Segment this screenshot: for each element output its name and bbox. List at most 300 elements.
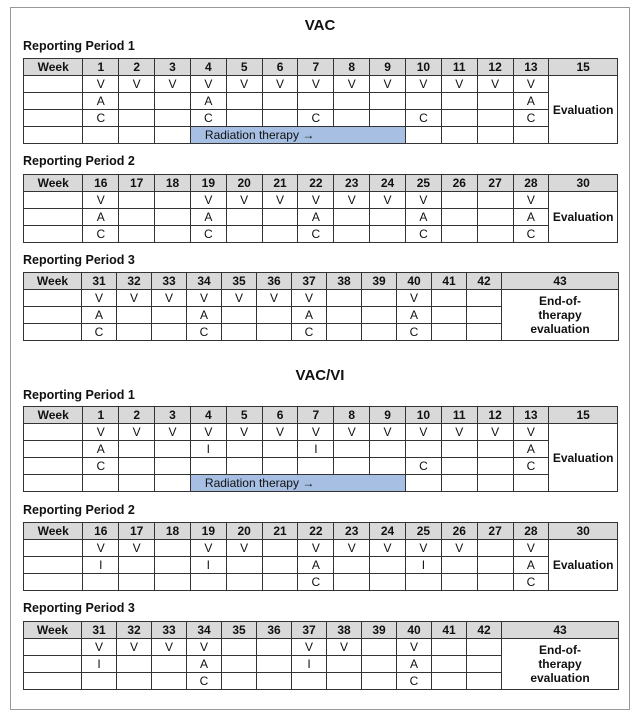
row-label-cell [24, 226, 83, 243]
dose-cell: V [262, 192, 298, 209]
dose-cell [441, 192, 477, 209]
week-number: 42 [467, 273, 502, 290]
dose-cell: A [83, 93, 119, 110]
dose-cell [370, 557, 406, 574]
dose-cell [477, 93, 513, 110]
dose-cell: A [187, 656, 222, 673]
dose-cell: V [334, 540, 370, 557]
row-label-cell [24, 574, 83, 591]
dose-cell [222, 324, 257, 341]
dose-cell [441, 226, 477, 243]
dose-cell: V [83, 192, 119, 209]
dose-cell: V [370, 76, 406, 93]
week-number: 16 [83, 175, 119, 192]
dose-cell [262, 110, 298, 127]
reporting-period-label: Reporting Period 1 [23, 388, 135, 402]
dose-cell [190, 458, 226, 475]
row-label-cell [24, 93, 83, 110]
dose-cell: V [83, 540, 119, 557]
dose-cell [117, 324, 152, 341]
row-label-cell [24, 540, 83, 557]
dose-cell: V [298, 76, 334, 93]
week-number: 8 [334, 59, 370, 76]
week-number: 33 [152, 273, 187, 290]
dose-cell [83, 574, 119, 591]
week-number: 20 [226, 523, 262, 540]
week-number: 11 [441, 407, 477, 424]
dose-cell: V [441, 540, 477, 557]
dose-cell [155, 574, 191, 591]
dose-cell: C [513, 574, 549, 591]
dose-cell: A [513, 209, 549, 226]
dose-cell [441, 557, 477, 574]
dose-cell [370, 226, 406, 243]
dose-cell [119, 226, 155, 243]
dose-cell: I [292, 656, 327, 673]
dose-cell [327, 656, 362, 673]
dose-cell [370, 209, 406, 226]
header-row [24, 622, 619, 639]
dose-cell: A [83, 441, 119, 458]
dose-cell [257, 307, 292, 324]
dose-cell [117, 307, 152, 324]
dose-cell [155, 458, 191, 475]
dose-cell [226, 226, 262, 243]
week-number: 19 [190, 523, 226, 540]
row-label-cell [24, 656, 82, 673]
dose-cell [467, 307, 502, 324]
reporting-period-label: Reporting Period 1 [23, 39, 135, 53]
schedule-table [23, 58, 618, 144]
dose-cell: C [292, 324, 327, 341]
dose-cell [152, 673, 187, 690]
week-number: 23 [334, 523, 370, 540]
row-label-cell [24, 475, 83, 492]
dose-cell [82, 673, 117, 690]
empty-cell [513, 127, 549, 144]
row-label-cell [24, 458, 83, 475]
week-number: 26 [441, 523, 477, 540]
week-header: Week [24, 175, 83, 192]
final-week-header: 15 [549, 407, 618, 424]
dose-cell [477, 226, 513, 243]
dose-cell: V [513, 424, 549, 441]
dose-cell: V [190, 540, 226, 557]
dose-cell [405, 574, 441, 591]
dose-cell [155, 110, 191, 127]
dose-cell: C [298, 110, 334, 127]
reporting-period-label: Reporting Period 3 [23, 601, 135, 615]
reporting-period-label: Reporting Period 2 [23, 503, 135, 517]
empty-cell [477, 475, 513, 492]
week-number: 39 [362, 622, 397, 639]
dose-cell: V [117, 639, 152, 656]
week-number: 36 [257, 273, 292, 290]
dose-cell [298, 458, 334, 475]
week-number: 9 [370, 407, 406, 424]
dose-cell: V [226, 76, 262, 93]
schedule-table [23, 406, 618, 492]
dose-cell: V [82, 639, 117, 656]
dose-cell: C [513, 110, 549, 127]
dose-cell [117, 656, 152, 673]
week-number: 1 [83, 407, 119, 424]
dose-cell [262, 540, 298, 557]
dose-cell: V [119, 540, 155, 557]
dose-cell: C [187, 673, 222, 690]
week-number: 10 [405, 59, 441, 76]
dose-cell [441, 574, 477, 591]
reporting-period-label: Reporting Period 2 [23, 154, 135, 168]
empty-cell [83, 127, 119, 144]
dose-cell [226, 458, 262, 475]
dose-cell [119, 192, 155, 209]
empty-cell [441, 127, 477, 144]
week-number: 28 [513, 523, 549, 540]
week-number: 3 [155, 407, 191, 424]
dose-cell [262, 557, 298, 574]
dose-cell [477, 540, 513, 557]
week-number: 40 [397, 622, 432, 639]
empty-cell [405, 127, 441, 144]
dose-cell: V [405, 424, 441, 441]
week-number: 33 [152, 622, 187, 639]
week-number: 4 [190, 407, 226, 424]
dose-cell: V [513, 76, 549, 93]
row-label-cell [24, 76, 83, 93]
dose-cell [257, 673, 292, 690]
dose-cell: V [397, 290, 432, 307]
dose-cell: C [513, 458, 549, 475]
drug-row [24, 441, 618, 458]
dose-cell [467, 673, 502, 690]
dose-cell [441, 93, 477, 110]
week-number: 26 [441, 175, 477, 192]
dose-cell [226, 110, 262, 127]
week-number: 17 [119, 175, 155, 192]
dose-cell [432, 307, 467, 324]
dose-cell [327, 307, 362, 324]
dose-cell [155, 226, 191, 243]
dose-cell: C [405, 110, 441, 127]
week-number: 24 [370, 175, 406, 192]
drug-row [24, 209, 618, 226]
week-number: 6 [262, 59, 298, 76]
header-row [24, 59, 618, 76]
dose-cell: C [298, 226, 334, 243]
dose-cell: C [405, 226, 441, 243]
dose-cell: V [370, 540, 406, 557]
dose-cell: V [370, 424, 406, 441]
header-row [24, 407, 618, 424]
dose-cell: V [441, 76, 477, 93]
dose-cell: V [334, 192, 370, 209]
dose-cell [257, 324, 292, 341]
week-number: 36 [257, 622, 292, 639]
dose-cell: A [298, 557, 334, 574]
row-label-cell [24, 209, 83, 226]
row-label-cell [24, 639, 82, 656]
schedule-table [23, 272, 619, 341]
dose-cell [477, 574, 513, 591]
week-number: 22 [298, 523, 334, 540]
dose-cell [262, 209, 298, 226]
drug-row [24, 290, 619, 307]
week-number: 37 [292, 622, 327, 639]
week-number: 8 [334, 407, 370, 424]
week-number: 28 [513, 175, 549, 192]
week-number: 10 [405, 407, 441, 424]
week-number: 18 [155, 523, 191, 540]
dose-cell: C [298, 574, 334, 591]
dose-cell [362, 324, 397, 341]
dose-cell [117, 673, 152, 690]
dose-cell: V [298, 192, 334, 209]
dose-cell: V [222, 290, 257, 307]
dose-cell: C [397, 324, 432, 341]
dose-cell [222, 673, 257, 690]
final-week-header: 30 [549, 523, 618, 540]
final-week-header: 30 [549, 175, 618, 192]
week-number: 21 [262, 175, 298, 192]
row-label-cell [24, 673, 82, 690]
dose-cell: V [477, 424, 513, 441]
week-number: 27 [477, 523, 513, 540]
dose-cell [467, 290, 502, 307]
dose-cell [432, 324, 467, 341]
dose-cell [298, 93, 334, 110]
dose-cell [262, 458, 298, 475]
dose-cell: A [513, 441, 549, 458]
dose-cell [362, 290, 397, 307]
section-title: VAC/VI [295, 367, 345, 384]
schedule-table [23, 522, 618, 591]
dose-cell [119, 93, 155, 110]
dose-cell [257, 639, 292, 656]
drug-row [24, 110, 618, 127]
dose-cell: V [292, 290, 327, 307]
dose-cell: C [397, 673, 432, 690]
dose-cell [119, 110, 155, 127]
dose-cell: A [190, 93, 226, 110]
dose-cell [152, 307, 187, 324]
dose-cell: V [405, 540, 441, 557]
dose-cell [432, 673, 467, 690]
dose-cell: V [83, 76, 119, 93]
evaluation-cell: Evaluation [549, 540, 618, 591]
dose-cell [405, 93, 441, 110]
dose-cell [467, 656, 502, 673]
header-row [24, 523, 618, 540]
dose-cell: I [83, 557, 119, 574]
dose-cell: A [190, 209, 226, 226]
dose-cell: V [513, 540, 549, 557]
dose-cell [362, 307, 397, 324]
dose-cell: V [334, 424, 370, 441]
dose-cell: I [190, 557, 226, 574]
week-number: 22 [298, 175, 334, 192]
week-number: 24 [370, 523, 406, 540]
drug-row [24, 557, 618, 574]
row-label-cell [24, 557, 83, 574]
week-number: 7 [298, 59, 334, 76]
dose-cell: V [257, 290, 292, 307]
section-title: VAC [304, 17, 336, 34]
dose-cell: A [187, 307, 222, 324]
dose-cell: A [83, 209, 119, 226]
dose-cell [370, 93, 406, 110]
dose-cell: C [83, 458, 119, 475]
week-number: 41 [432, 273, 467, 290]
dose-cell: I [190, 441, 226, 458]
dose-cell: V [441, 424, 477, 441]
dose-cell [119, 209, 155, 226]
dose-cell [226, 441, 262, 458]
dose-cell: A [298, 209, 334, 226]
row-label-cell [24, 192, 83, 209]
week-number: 13 [513, 59, 549, 76]
empty-cell [513, 475, 549, 492]
dose-cell [226, 574, 262, 591]
week-number: 37 [292, 273, 327, 290]
dose-cell [362, 673, 397, 690]
dose-cell [334, 226, 370, 243]
dose-cell: C [82, 324, 117, 341]
dose-cell [477, 209, 513, 226]
week-number: 9 [370, 59, 406, 76]
dose-cell [334, 209, 370, 226]
drug-row [24, 458, 618, 475]
radiation-row [24, 475, 618, 492]
dose-cell [362, 656, 397, 673]
week-number: 25 [405, 175, 441, 192]
dose-cell: I [405, 557, 441, 574]
empty-cell [405, 475, 441, 492]
dose-cell: C [190, 110, 226, 127]
dose-cell [467, 639, 502, 656]
dose-cell [257, 656, 292, 673]
evaluation-cell: End-of-therapy evaluation [502, 290, 619, 341]
dose-cell [222, 307, 257, 324]
dose-cell [155, 540, 191, 557]
dose-cell [222, 656, 257, 673]
week-number: 27 [477, 175, 513, 192]
dose-cell [262, 226, 298, 243]
week-header: Week [24, 523, 83, 540]
drug-row [24, 639, 619, 656]
radiation-therapy-bar: Radiation therapy → [190, 127, 405, 144]
week-number: 34 [187, 273, 222, 290]
dose-cell: V [119, 76, 155, 93]
empty-cell [119, 475, 155, 492]
dose-cell: V [262, 76, 298, 93]
dose-cell [327, 324, 362, 341]
dose-cell [334, 557, 370, 574]
row-label-cell [24, 110, 83, 127]
schedule-table [23, 174, 618, 243]
dose-cell [155, 441, 191, 458]
dose-cell: A [82, 307, 117, 324]
week-number: 38 [327, 273, 362, 290]
week-number: 35 [222, 622, 257, 639]
dose-cell [477, 441, 513, 458]
week-number: 1 [83, 59, 119, 76]
dose-cell [292, 673, 327, 690]
dose-cell [119, 458, 155, 475]
week-number: 21 [262, 523, 298, 540]
drug-row [24, 76, 618, 93]
week-number: 40 [397, 273, 432, 290]
week-number: 5 [226, 59, 262, 76]
row-label-cell [24, 424, 83, 441]
dose-cell: C [513, 226, 549, 243]
week-number: 17 [119, 523, 155, 540]
week-number: 25 [405, 523, 441, 540]
dose-cell: V [82, 290, 117, 307]
dose-cell: V [405, 192, 441, 209]
week-number: 41 [432, 622, 467, 639]
week-number: 23 [334, 175, 370, 192]
dose-cell: V [513, 192, 549, 209]
radiation-therapy-bar: Radiation therapy → [190, 475, 405, 492]
week-number: 38 [327, 622, 362, 639]
dose-cell: V [327, 639, 362, 656]
week-number: 39 [362, 273, 397, 290]
final-week-header: 43 [502, 622, 619, 639]
empty-cell [155, 475, 191, 492]
empty-cell [477, 127, 513, 144]
dose-cell: V [190, 76, 226, 93]
dose-cell: V [370, 192, 406, 209]
dose-cell [334, 458, 370, 475]
row-label-cell [24, 441, 83, 458]
week-number: 13 [513, 407, 549, 424]
dose-cell [334, 110, 370, 127]
week-number: 16 [83, 523, 119, 540]
dose-cell: V [190, 192, 226, 209]
final-week-header: 43 [502, 273, 619, 290]
week-number: 2 [119, 59, 155, 76]
dose-cell [152, 656, 187, 673]
week-number: 42 [467, 622, 502, 639]
dose-cell: I [298, 441, 334, 458]
dose-cell [262, 574, 298, 591]
empty-cell [83, 475, 119, 492]
drug-row [24, 226, 618, 243]
dose-cell: A [397, 656, 432, 673]
dose-cell [226, 557, 262, 574]
week-number: 18 [155, 175, 191, 192]
dose-cell [334, 441, 370, 458]
drug-row [24, 93, 618, 110]
dose-cell [370, 458, 406, 475]
week-number: 5 [226, 407, 262, 424]
schedule-table [23, 621, 619, 690]
empty-cell [155, 127, 191, 144]
dose-cell [477, 192, 513, 209]
dose-cell: A [397, 307, 432, 324]
dose-cell [432, 639, 467, 656]
dose-cell [467, 324, 502, 341]
week-number: 4 [190, 59, 226, 76]
dose-cell: V [155, 424, 191, 441]
dose-cell [119, 574, 155, 591]
week-number: 3 [155, 59, 191, 76]
week-number: 31 [82, 273, 117, 290]
row-label-cell [24, 290, 82, 307]
dose-cell [155, 192, 191, 209]
dose-cell: V [298, 424, 334, 441]
